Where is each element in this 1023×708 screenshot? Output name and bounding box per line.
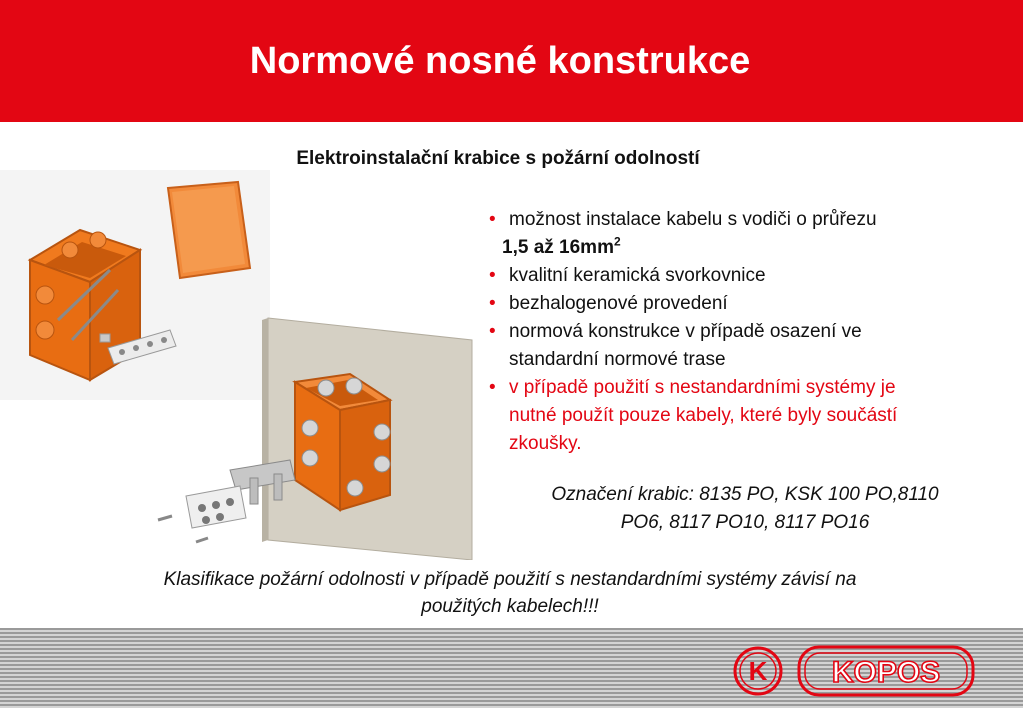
kopos-logo-wordmark <box>797 645 975 697</box>
bullet-text-cont: standardní normové trase <box>509 349 726 370</box>
bullet-dot: • <box>489 377 496 398</box>
bullet-cable-range <box>488 234 1008 262</box>
classification-note-line2: použitých kabelech!!! <box>421 596 599 617</box>
bullet-text-cont: nutné použít pouze kabely, které byly součástí <box>509 405 898 426</box>
kopos-logo-mark <box>733 646 783 696</box>
bullet-dot: • <box>489 265 496 286</box>
classification-note-line1: Klasifikace požární odolnosti v případě použití s nestandardními systémy závisí na <box>163 569 857 590</box>
unit-exponent: 2 <box>613 234 621 249</box>
bullet-standard-construction <box>488 318 1008 374</box>
subtitle: Elektroinstalační krabice s požární odolností <box>296 148 700 169</box>
bullet-nonstandard-warning <box>488 374 1008 458</box>
bullet-text: možnost instalace kabelu s vodiči o průřezu <box>509 209 877 230</box>
page-title: Normové nosné konstrukce <box>249 40 751 82</box>
feature-bullet-list <box>488 206 1008 458</box>
junction-box-wall-illustration <box>150 310 490 560</box>
bullet-dot: • <box>489 321 496 342</box>
product-designations-line1: Označení krabic: 8135 PO, KSK 100 PO,8110 <box>551 484 939 505</box>
classification-note <box>40 566 980 620</box>
bullet-dot: • <box>489 293 496 314</box>
cable-range-value: 1,5 až 16mm <box>502 237 614 258</box>
bullet-text: normová konstrukce v případě osazení ve <box>509 321 862 342</box>
bullet-text: kvalitní keramická svorkovnice <box>509 265 766 286</box>
header-bar <box>0 0 1023 122</box>
logo-brand-text: KOPOS <box>831 656 941 689</box>
bullet-dot: • <box>489 209 496 230</box>
logo-mark-letter: K <box>748 656 768 686</box>
bullet-halogen-free <box>488 290 1008 318</box>
bullet-text: v případě použití s nestandardními systémy je <box>509 377 896 398</box>
product-designations-line2: PO6, 8117 PO10, 8117 PO16 <box>620 512 870 533</box>
product-designations <box>495 481 995 537</box>
bullet-ceramic-terminal <box>488 262 1008 290</box>
bullet-text-cont: zkoušky. <box>509 433 582 454</box>
bullet-cable-cross-section <box>488 206 1008 234</box>
bullet-text: bezhalogenové provedení <box>509 293 728 314</box>
